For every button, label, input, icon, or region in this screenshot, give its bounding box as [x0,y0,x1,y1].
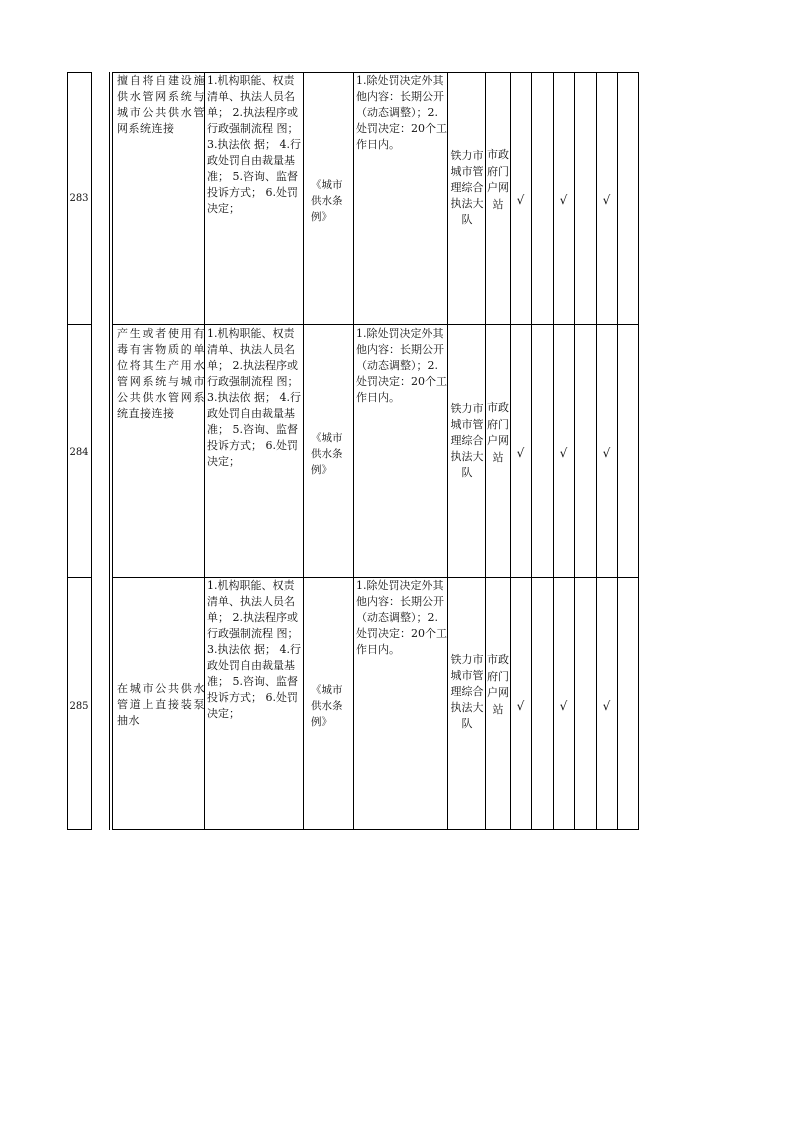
disclosure-item: 产生或者使用有毒有害物质的单位将其生产用水管网系统与城市公共供水管网系统直接连接 [117,327,205,420]
table-row [67,324,639,577]
disclosure-channel: 市政府门户网站 [487,148,509,211]
table-row [67,577,639,829]
check-mark: √ [559,699,568,713]
disclosure-subject: 铁力市城市管理综合执法大队 [450,402,484,479]
check-mark: √ [559,193,568,207]
row-number: 283 [69,193,89,204]
check-mark: √ [602,699,611,713]
check-mark: √ [516,699,525,713]
legal-basis: 《城市供水条例》 [311,432,343,476]
disclosure-content: 1.机构职能、权责清单、执法人员名单； 2.执法程序或行政强制流程 图； 3.执法依 据； 4.行政处罚自由裁量基准； 5.咨询、监督投诉方式； 6.处罚决定； [207,579,301,720]
disclosure-time: 1.除处罚决定外其他内容：长期公开（动态调整）；2.处罚决定：20个工作日内。 [356,327,447,404]
legal-basis: 《城市供水条例》 [311,684,343,728]
disclosure-channel: 市政府门户网站 [487,653,509,716]
disclosure-subject: 铁力市城市管理综合执法大队 [450,149,484,226]
disclosure-subject: 铁力市城市管理综合执法大队 [450,653,484,730]
check-mark: √ [516,446,525,460]
row-divider [112,829,639,830]
disclosure-time: 1.除处罚决定外其他内容：长期公开（动态调整）；2.处罚决定：20个工作日内。 [356,579,447,656]
check-mark: √ [602,446,611,460]
disclosure-content: 1.机构职能、权责清单、执法人员名单； 2.执法程序或行政强制流程 图； 3.执法依 据； 4.行政处罚自由裁量基准； 5.咨询、监督投诉方式； 6.处罚决定； [207,327,301,468]
legal-basis: 《城市供水条例》 [311,179,343,223]
disclosure-table [67,72,639,830]
check-mark: √ [516,193,525,207]
check-mark: √ [559,446,568,460]
check-mark: √ [602,193,611,207]
disclosure-content: 1.机构职能、权责清单、执法人员名单； 2.执法程序或行政强制流程 图； 3.执法依 据； 4.行政处罚自由裁量基准； 5.咨询、监督投诉方式； 6.处罚决定； [207,74,301,215]
table-row [67,72,639,324]
row-divider [67,829,92,830]
disclosure-item: 擅自将自建设施供水管网系统与城市公共供水管网系统连接 [117,74,205,135]
disclosure-time: 1.除处罚决定外其他内容：长期公开（动态调整）；2.处罚决定：20个工作日内。 [356,74,447,151]
row-number: 284 [69,447,89,458]
disclosure-item: 在城市公共供水管道上直接装泵抽水 [117,682,205,727]
row-number: 285 [69,701,89,712]
disclosure-channel: 市政府门户网站 [487,401,509,464]
